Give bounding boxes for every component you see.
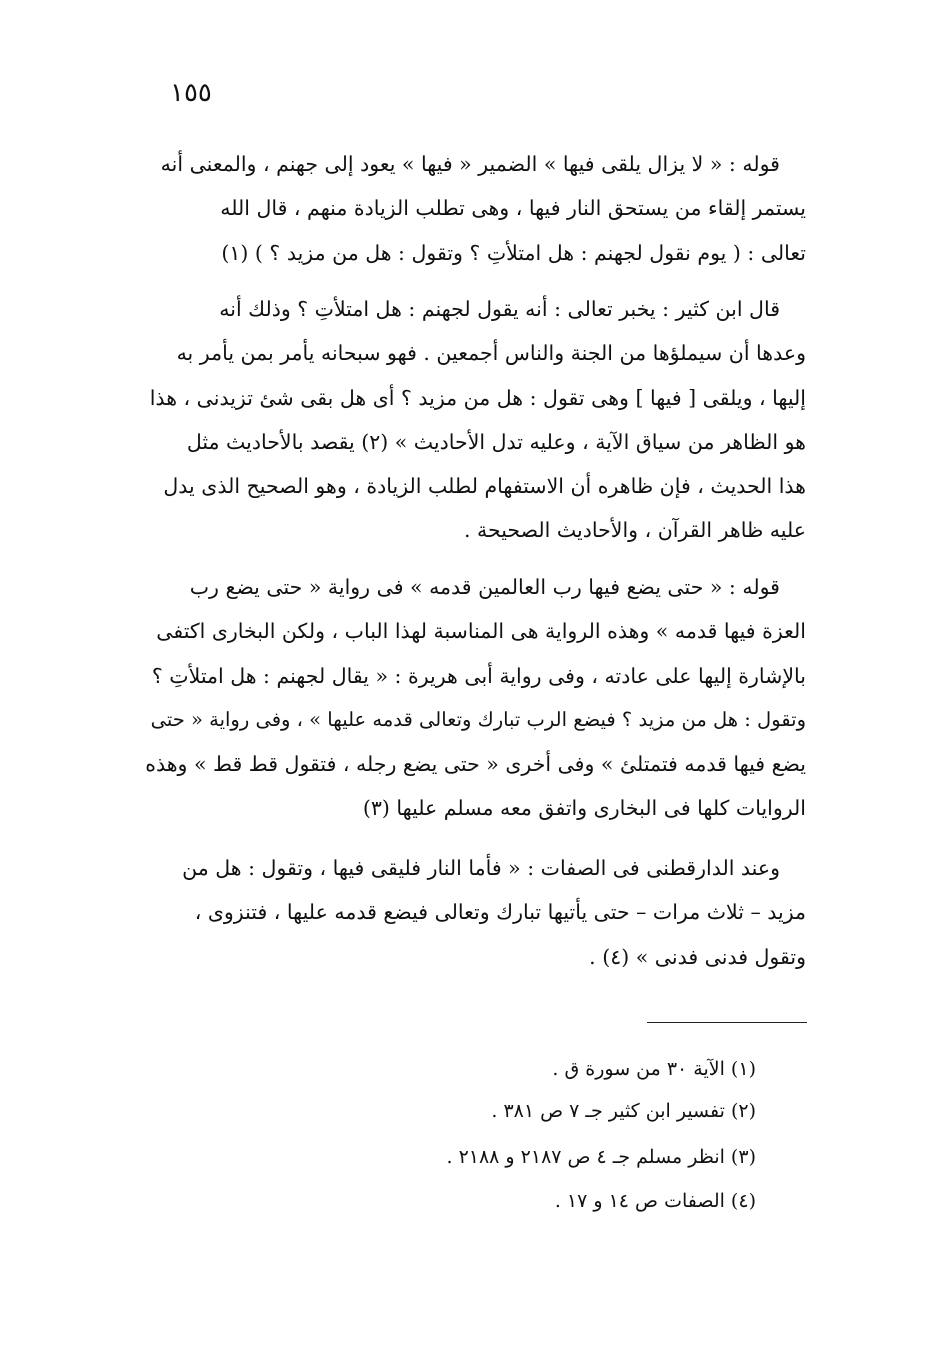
text-line: هو الظاهر من سياق الآية ، وعليه تدل الأحاديث » (٢) يقصد بالأحاديث مثل <box>186 429 806 454</box>
text-line: وعدها أن سيملؤها من الجنة والناس أجمعين . فهو سبحانه يأمر بمن يأمر به <box>176 341 806 366</box>
text-line: وتقول فدنى فدنى » (٤) . <box>589 944 806 969</box>
text-line: يستمر إلقاء من يستحق النار فيها ، وهى تطلب الزيادة منهم ، قال الله <box>220 196 806 221</box>
paragraph-3 <box>136 565 806 831</box>
text-line: عليه ظاهر القرآن ، والأحاديث الصحيحة . <box>463 518 806 543</box>
text-line: الروايات كلها فى البخارى واتفق معه مسلم عليها (٣) <box>362 796 806 821</box>
text-line: العزة فيها قدمه » وهذه الرواية هى المناسبة لهذا الباب ، ولكن البخارى اكتفى <box>156 619 806 644</box>
footnote-1: (١) الآية ٣٠ من سورة ق . <box>552 1058 756 1080</box>
text-line: قوله : « حتى يضع فيها رب العالمين قدمه » فى رواية « حتى يضع رب <box>189 575 780 599</box>
text-line: بالإشارة إليها على عادته ، وفى رواية أبى هريرة : « يقال لجهنم : هل امتلأتِ ؟ <box>151 663 806 688</box>
page-number: ١٥٥ <box>170 78 212 108</box>
text-line: وعند الدارقطنى فى الصفات : « فأما النار فليقى فيها ، وتقول : هل من <box>182 856 780 880</box>
text-line: يضع فيها قدمه فتمتلئ » وفى أخرى « حتى يضع رجله ، فتقول قط قط » وهذه <box>145 752 806 777</box>
text-line: إليها ، ويلقى [ فيها ] وهى تقول : هل من مزيد ؟ أى هل بقى شئ تزيدنى ، هذا <box>149 385 806 410</box>
text-line: مزيد – ثلاث مرات – حتى يأتيها تبارك وتعالى فيضع قدمه عليها ، فتنزوى ، <box>194 900 806 925</box>
text-line: قال ابن كثير : يخبر تعالى : أنه يقول لجهنم : هل امتلأتِ ؟ وذلك أنه <box>219 297 780 321</box>
footnote-2: (٢) تفسير ابن كثير جـ ٧ ص ٣٨١ . <box>491 1100 756 1122</box>
text-line: تعالى : ( يوم نقول لجهنم : هل امتلأتِ ؟ وتقول : هل من مزيد ؟ ) (١) <box>221 240 806 265</box>
text-line: قوله : « لا يزال يلقى فيها » الضمير « فيها » يعود إلى جهنم ، والمعنى أنه <box>160 152 780 176</box>
footnote-divider <box>647 1022 807 1023</box>
paragraph-4 <box>136 846 806 979</box>
footnote-3: (٣) انظر مسلم جـ ٤ ص ٢١٨٧ و ٢١٨٨ . <box>446 1146 756 1168</box>
text-line: هذا الحديث ، فإن ظاهره أن الاستفهام لطلب الزيادة ، وهو الصحيح الذى يدل <box>163 474 806 499</box>
footnote-4: (٤) الصفات ص ١٤ و ١٧ . <box>554 1190 756 1212</box>
paragraph-2 <box>136 287 806 553</box>
text-line: وتقول : هل من مزيد ؟ فيضع الرب تبارك وتعالى قدمه عليها » ، وفى رواية « حتى <box>150 707 806 731</box>
paragraph-1 <box>136 142 806 275</box>
